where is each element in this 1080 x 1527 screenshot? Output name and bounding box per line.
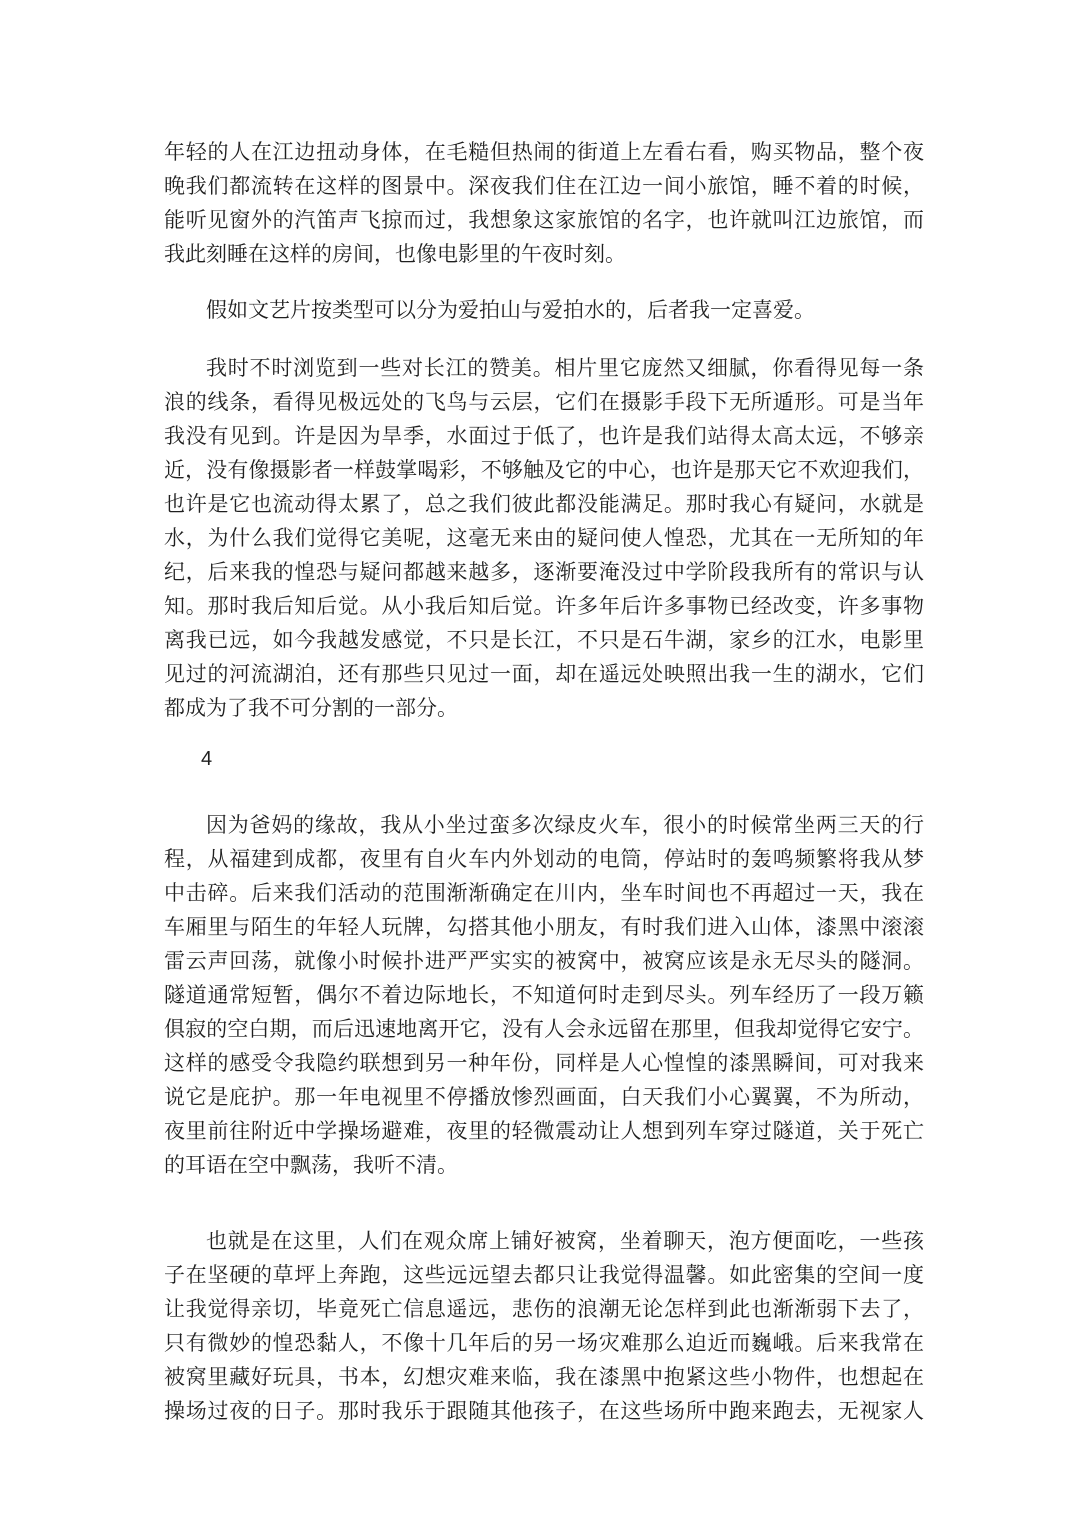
paragraph-line: 也就是在这里，人们在观众席上铺好被窝，坐着聊天，泡方便面吃，一些孩: [206, 1229, 924, 1253]
paragraph-line: 我此刻睡在这样的房间，也像电影里的午夜时刻。: [164, 242, 626, 266]
paragraph-line: 俱寂的空白期，而后迅速地离开它，没有人会永远留在那里，但我却觉得它安宁。: [164, 1017, 924, 1041]
paragraph-line: 我时不时浏览到一些对长江的赞美。相片里它庞然又细腻，你看得见每一条: [206, 356, 924, 380]
paragraph-line: 程，从福建到成都，夜里有自火车内外划动的电筒，停站时的轰鸣频繁将我从梦: [164, 847, 924, 871]
paragraph-line: 隧道通常短暂，偶尔不着边际地长，不知道何时走到尽头。列车经历了一段万籁: [164, 983, 924, 1007]
paragraph-line: 近，没有像摄影者一样鼓掌喝彩，不够触及它的中心，也许是那天它不欢迎我们，: [164, 458, 924, 482]
paragraph-4: [164, 808, 924, 1182]
paragraph-2: [164, 293, 924, 327]
paragraph-line: 因为爸妈的缘故，我从小坐过蛮多次绿皮火车，很小的时候常坐两三天的行: [206, 813, 924, 837]
paragraph-line: 被窝里藏好玩具，书本，幻想灾难来临，我在漆黑中抱紧这些小物件，也想起在: [164, 1365, 924, 1389]
paragraph-line: 浪的线条，看得见极远处的飞鸟与云层，它们在摄影手段下无所遁形。可是当年: [164, 390, 924, 414]
paragraph-line: 只有微妙的惶恐黏人，不像十几年后的另一场灾难那么迫近而巍峨。后来我常在: [164, 1331, 924, 1355]
paragraph-line: 年轻的人在江边扭动身体，在毛糙但热闹的街道上左看右看，购买物品，整个夜: [164, 140, 924, 164]
paragraph-line: 纪，后来我的惶恐与疑问都越来越多，逐渐要淹没过中学阶段我所有的常识与认: [164, 560, 924, 584]
paragraph-line: 子在坚硬的草坪上奔跑，这些远远望去都只让我觉得温馨。如此密集的空间一度: [164, 1263, 924, 1287]
paragraph-line: 的耳语在空中飘荡，我听不清。: [164, 1153, 458, 1177]
paragraph-line: 车厢里与陌生的年轻人玩牌，勾搭其他小朋友，有时我们进入山体，漆黑中滚滚: [164, 915, 924, 939]
section-number: 4: [201, 748, 213, 770]
paragraph-line: 都成为了我不可分割的一部分。: [164, 696, 458, 720]
paragraph-line: 也许是它也流动得太累了，总之我们彼此都没能满足。那时我心有疑问，水就是: [164, 492, 924, 516]
paragraph-line: 这样的感受令我隐约联想到另一种年份，同样是人心惶惶的漆黑瞬间，可对我来: [164, 1051, 924, 1075]
paragraph-1: [164, 135, 924, 271]
paragraph-line: 操场过夜的日子。那时我乐于跟随其他孩子，在这些场所中跑来跑去，无视家人: [164, 1399, 924, 1423]
paragraph-line: 我没有见到。许是因为旱季，水面过于低了，也许是我们站得太高太远，不够亲: [164, 424, 924, 448]
paragraph-line: 离我已远，如今我越发感觉，不只是长江，不只是石牛湖，家乡的江水，电影里: [164, 628, 924, 652]
paragraph-line: 见过的河流湖泊，还有那些只见过一面，却在遥远处映照出我一生的湖水，它们: [164, 662, 924, 686]
paragraph-line: 晚我们都流转在这样的图景中。深夜我们住在江边一间小旅馆，睡不着的时候，: [164, 174, 924, 198]
paragraph-3: [164, 351, 924, 725]
paragraph-line: 夜里前往附近中学操场避难，夜里的轻微震动让人想到列车穿过隧道，关于死亡: [164, 1119, 924, 1143]
paragraph-line: 雷云声回荡，就像小时候扑进严严实实的被窝中，被窝应该是永无尽头的隧洞。: [164, 949, 924, 973]
paragraph-5: [164, 1224, 924, 1428]
paragraph-line: 中击碎。后来我们活动的范围渐渐确定在川内，坐车时间也不再超过一天，我在: [164, 881, 924, 905]
paragraph-line: 让我觉得亲切，毕竟死亡信息遥远，悲伤的浪潮无论怎样到此也渐渐弱下去了，: [164, 1297, 924, 1321]
paragraph-line: 知。那时我后知后觉。从小我后知后觉。许多年后许多事物已经改变，许多事物: [164, 594, 924, 618]
paragraph-line: 水，为什么我们觉得它美呢，这毫无来由的疑问使人惶恐，尤其在一无所知的年: [164, 526, 924, 550]
paragraph-line: 说它是庇护。那一年电视里不停播放惨烈画面，白天我们小心翼翼，不为所动，: [164, 1085, 924, 1109]
paragraph-line: 能听见窗外的汽笛声飞掠而过，我想象这家旅馆的名字，也许就叫江边旅馆，而: [164, 208, 924, 232]
paragraph-line: 假如文艺片按类型可以分为爱拍山与爱拍水的，后者我一定喜爱。: [206, 298, 815, 322]
